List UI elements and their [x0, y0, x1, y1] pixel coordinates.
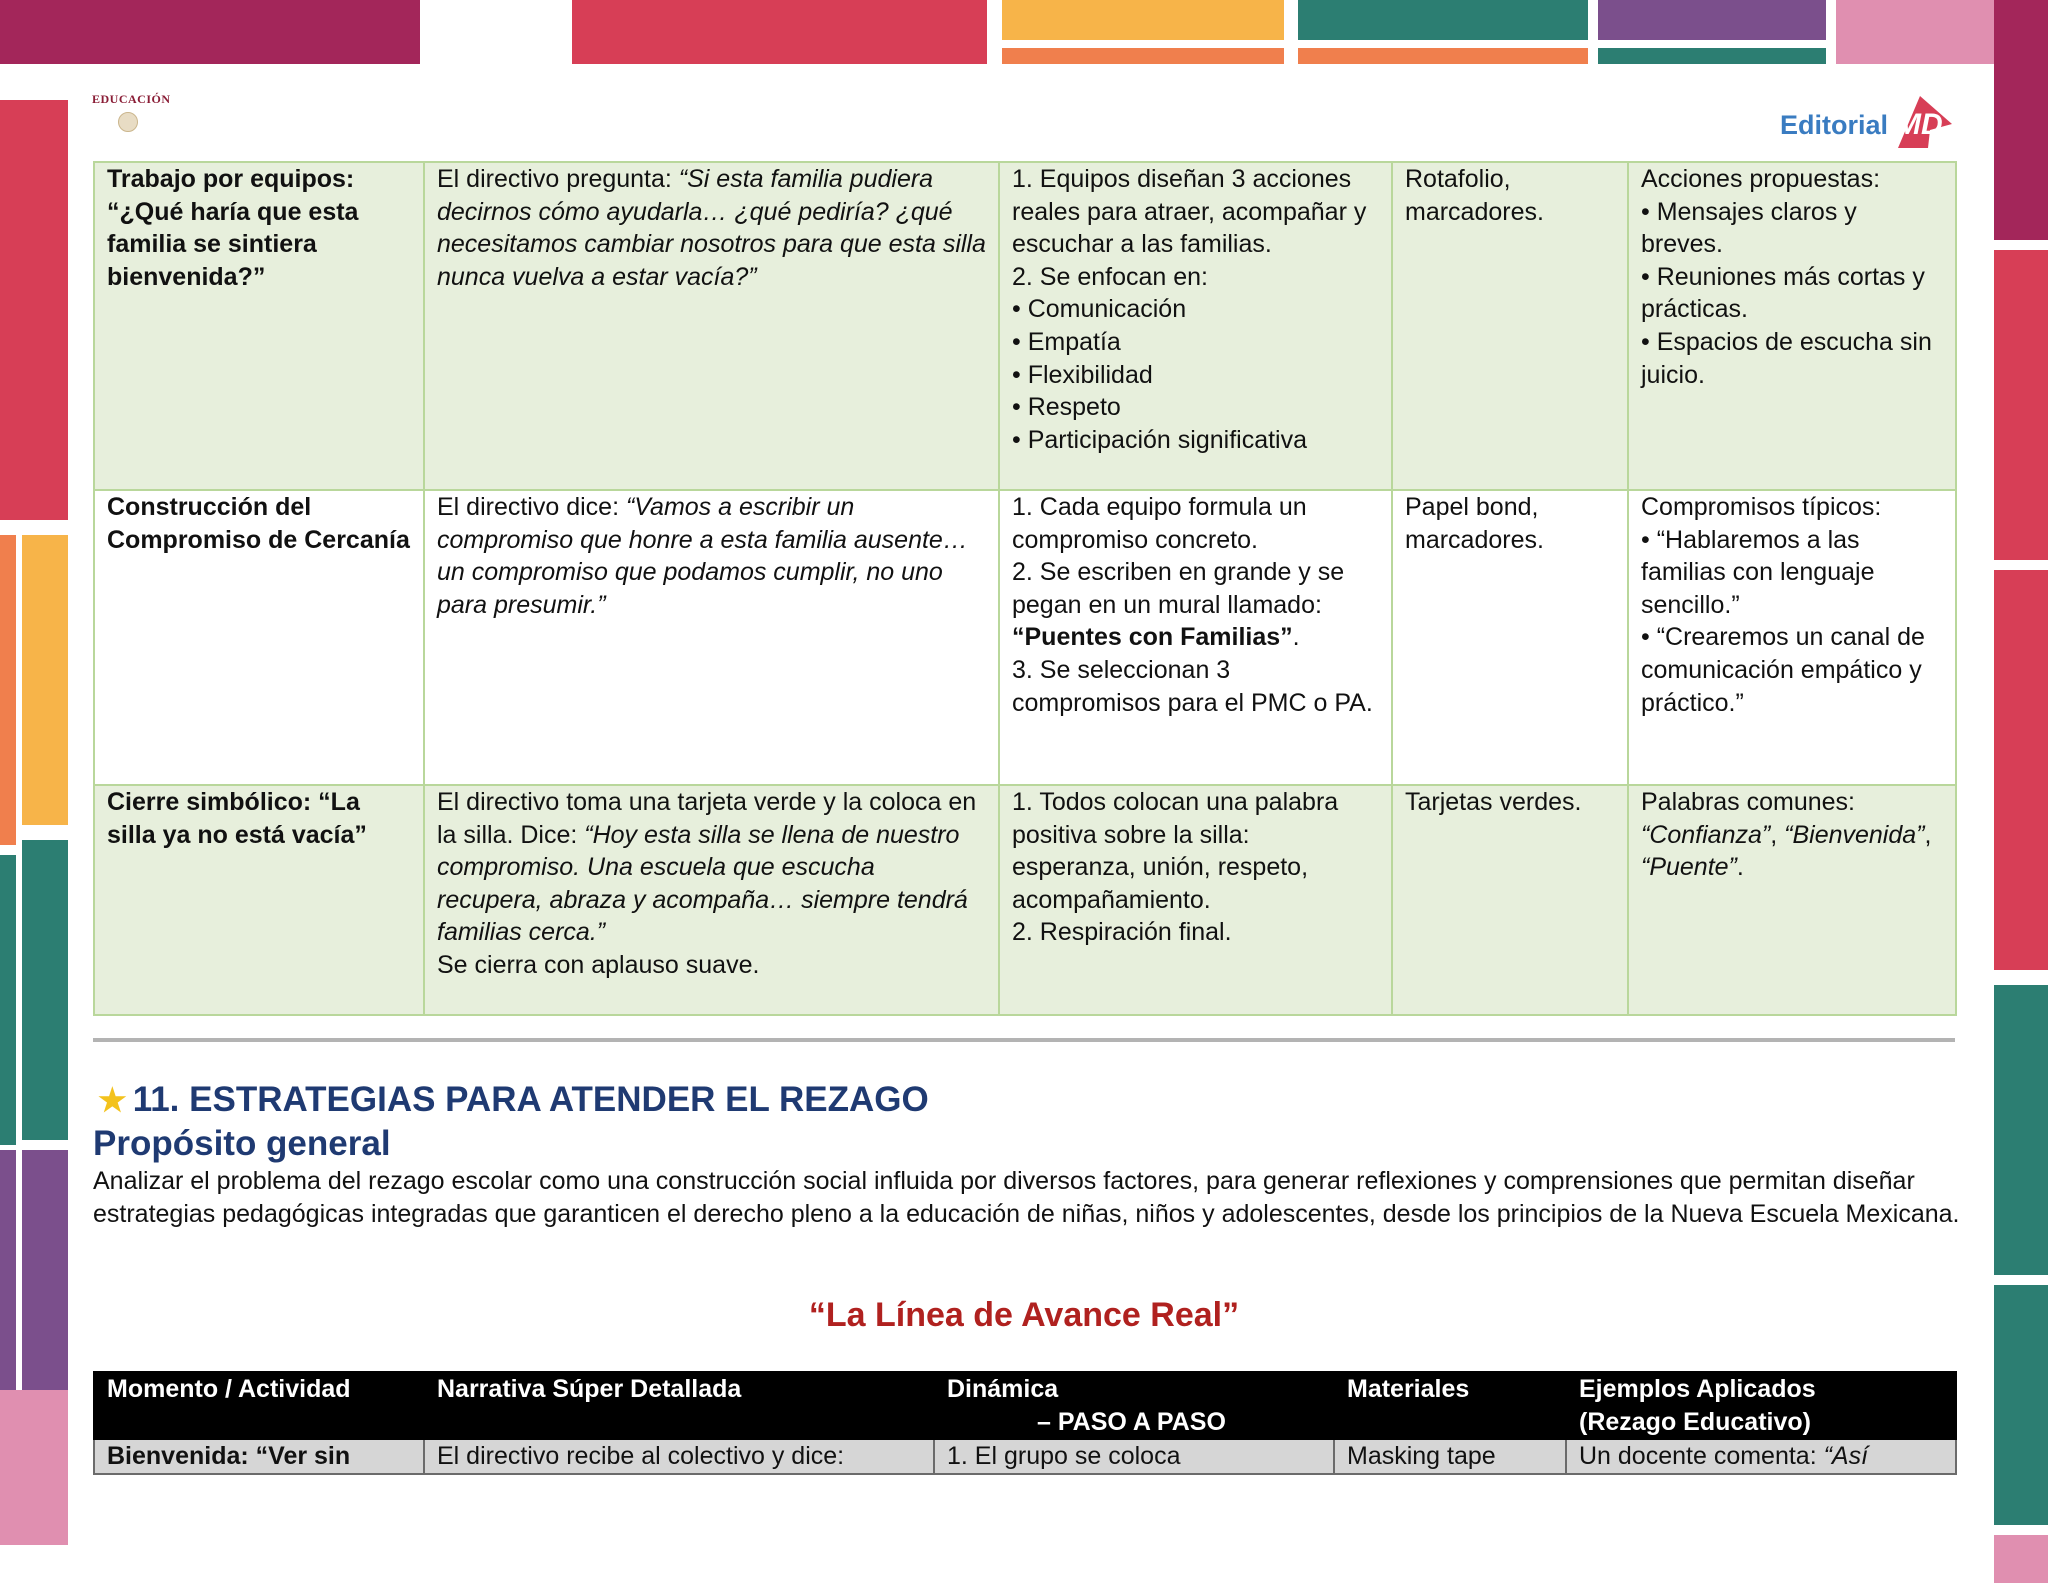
list-item: • “Hablaremos a las familias con lenguaje sencillo.” [1641, 525, 1875, 619]
separator: , [1924, 820, 1932, 849]
list-item: 2. Se enfocan en: [1012, 262, 1208, 291]
logo-word: Editorial [1780, 110, 1889, 140]
list-item: 1. Cada equipo formula un compromiso concreto. [1012, 493, 1307, 554]
narrative-cell [424, 162, 999, 490]
narrative-closing: Se cierra con aplauso suave. [437, 950, 760, 979]
narrative-text: El directivo pregunta: [437, 165, 679, 193]
column-header-line: (Rezago Educativo) [1579, 1407, 1811, 1436]
table-row [94, 162, 1956, 490]
column-header [934, 1372, 1334, 1439]
example-word: “Confianza” [1641, 820, 1771, 849]
column-header: Narrativa Súper Detallada [424, 1372, 934, 1439]
column-header-line: Ejemplos Aplicados [1579, 1375, 1816, 1403]
seal-icon [118, 112, 138, 132]
list-item: • “Crearemos un canal de comunicación empático y práctico.” [1641, 623, 1925, 717]
separator: , [1770, 820, 1785, 849]
logo-mark: MD [1896, 108, 1943, 141]
list-item: • Mensajes claros y breves. [1641, 197, 1857, 259]
list-item: 2. Respiración final. [1012, 918, 1232, 947]
narrative-cell [424, 785, 999, 1015]
editorial-md-logo [1778, 86, 1953, 156]
list-item: Compromisos típicos: [1641, 493, 1882, 521]
section-heading-text: 11. ESTRATEGIAS PARA ATENDER EL REZAGO [132, 1080, 929, 1119]
table-row [94, 785, 1956, 1015]
list-item: 3. Se seleccionan 3 compromisos para el PMC o PA. [1012, 655, 1373, 717]
punctuation: . [1736, 853, 1744, 882]
sep-logo: EDUCACIÓN [92, 92, 171, 106]
dynamic-cell [999, 490, 1392, 785]
narrative-cell [424, 490, 999, 785]
section-divider [93, 1038, 1955, 1042]
dynamic-cell [999, 162, 1392, 490]
column-header: Materiales [1334, 1372, 1566, 1439]
example-word: “Puente” [1641, 853, 1737, 882]
list-item: • Comunicación [1012, 295, 1187, 324]
narrative-cell: El directivo recibe al colectivo y dice: [424, 1439, 934, 1474]
list-item-text: 2. Se escriben en grande y se pegan en un mural llamado: [1012, 558, 1345, 619]
column-header-line: Dinámica [947, 1375, 1059, 1403]
narrative-quote: “Hoy esta silla se llena de nuestro compromiso. Una escuela que escucha recupera, abraza y acompaña… siempre tendrá familias cerca.” [437, 820, 968, 947]
dynamic-cell: 1. El grupo se coloca [934, 1439, 1334, 1474]
section-subheading: Propósito general [93, 1124, 391, 1163]
examples-cell [1628, 162, 1956, 490]
example-word: “Bienvenida” [1784, 820, 1925, 849]
materials-cell: Masking tape [1334, 1439, 1566, 1474]
list-item: 1. Todos colocan una palabra positiva sobre la silla: esperanza, unión, respeto, acompañamiento. [1012, 788, 1339, 914]
activities-table [93, 161, 1957, 1016]
punctuation: . [1292, 623, 1300, 652]
list-item: • Empatía [1012, 327, 1121, 356]
column-header: Momento / Actividad [94, 1372, 424, 1439]
purpose-paragraph: Analizar el problema del rezago escolar como una construcción social influida por diversos factores, para generar reflexiones y comprensiones que permitan diseñar estrategias pedagógicas integradas que garanticen el derecho pleno a la educación de niñas, niños y adolescentes, desde los principios de la Nueva Escuela Mexicana. [93, 1167, 1960, 1228]
activity-cell: Bienvenida: “Ver sin [94, 1439, 424, 1474]
table-row [94, 490, 1956, 785]
list-item: • Reuniones más cortas y prácticas. [1641, 262, 1925, 324]
materials-cell: Rotafolio, marcadores. [1392, 162, 1628, 490]
example-quote: “Así [1823, 1442, 1869, 1471]
activity-cell: Cierre simbólico: “La silla ya no está vacía” [94, 785, 424, 1015]
mural-name: “Puentes con Familias” [1012, 623, 1293, 652]
list-item: • Respeto [1012, 393, 1121, 422]
materials-cell: Tarjetas verdes. [1392, 785, 1628, 1015]
list-item [1012, 556, 1379, 654]
column-header [1566, 1372, 1956, 1439]
rezago-table [93, 1371, 1957, 1475]
table-row [94, 1439, 1956, 1474]
column-header-line: – PASO A PASO [1037, 1407, 1226, 1436]
narrative-quote: “Vamos a escribir un compromiso que honre a esta familia ausente… un compromiso que podamos cumplir, no uno para presumir.” [437, 493, 968, 619]
table-header-row [94, 1372, 1956, 1439]
examples-cell [1628, 785, 1956, 1015]
example-text: Un docente comenta: [1579, 1442, 1824, 1471]
examples-intro: Palabras comunes: [1641, 788, 1856, 816]
section-heading [98, 1080, 929, 1120]
narrative-text: El directivo toma una tarjeta verde y la coloca en la silla. Dice: [437, 788, 977, 849]
examples-cell [1628, 490, 1956, 785]
list-item: 1. Equipos diseñan 3 acciones reales para atraer, acompañar y escuchar a las familias. [1012, 165, 1367, 259]
materials-cell: Papel bond, marcadores. [1392, 490, 1628, 785]
narrative-text: El directivo dice: [437, 493, 626, 521]
list-item: • Participación significativa [1012, 425, 1307, 454]
list-item: • Flexibilidad [1012, 360, 1153, 389]
narrative-quote: “Si esta familia pudiera decirnos cómo ayudarla… ¿qué pediría? ¿qué necesitamos cambiar nosotros para que esta silla nunca vuelva a estar vacía?” [437, 165, 986, 291]
list-item: • Espacios de escucha sin juicio. [1641, 327, 1932, 389]
activity-cell: Construcción del Compromiso de Cercanía [94, 490, 424, 785]
activity-title: “La Línea de Avance Real” [808, 1296, 1240, 1334]
activity-cell: Trabajo por equipos: “¿Qué haría que esta familia se sintiera bienvenida?” [94, 162, 424, 490]
dynamic-cell [999, 785, 1392, 1015]
star-icon: ★ [98, 1082, 127, 1118]
list-item: Acciones propuestas: [1641, 165, 1881, 193]
examples-cell [1566, 1439, 1956, 1474]
